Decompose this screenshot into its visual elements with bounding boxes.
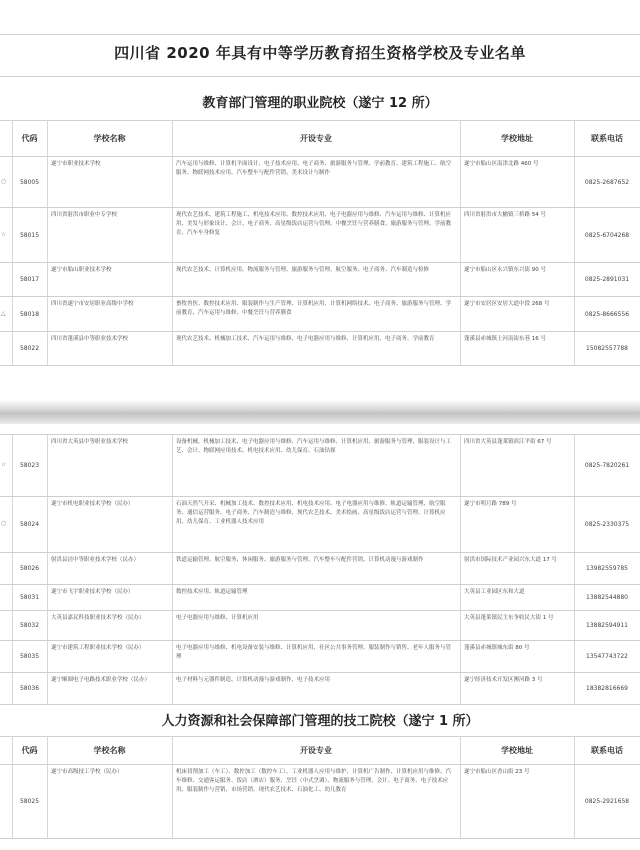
school-majors: 设备机械、机械加工技术、电子电器应用与维修、汽车运用与维修、计算机应用、旅游服务与管理、服装设计与工艺、会计、物联网应用技术、机电技术应用、幼儿保育、石油钻探 [176,439,452,454]
divider [0,434,640,435]
school-phone: 15082557788 [586,345,628,352]
row-marker: △ [1,309,6,317]
column-divider [12,120,13,365]
divider [0,552,640,553]
divider [0,365,640,366]
school-name: 四川省大英县中等职业技术学校 [51,439,129,445]
header-code: 代码 [21,745,38,755]
header-school-name: 学校名称 [93,133,126,143]
school-address: 射洪市国际技术产业园兴东大道 17 号 [464,557,557,563]
school-majors: 铁道运输管理、航空服务、休闲服务、旅游服务与管理、汽车整车与配件营销、计算机动漫与游戏制作 [176,557,424,563]
section-title-education: 教育部门管理的职业院校（遂宁 12 所） [202,96,438,111]
school-majors: 现代农艺技术、机械加工技术、汽车运用与维修、电子电器应用与维修、计算机应用、电子商务、学前教育 [176,336,435,342]
school-code: 58005 [19,178,40,186]
column-divider [47,736,48,838]
school-phone: 13982559785 [586,565,628,572]
divider [0,331,640,332]
school-phone: 18382816669 [586,685,628,692]
header-address: 学校地址 [501,133,533,143]
school-name: 四川省蓬溪县中等职业技术学校 [51,336,129,342]
school-phone: 0825-8666556 [584,310,630,318]
divider [0,764,640,765]
header-phone: 联系电话 [591,133,623,143]
school-code: 58032 [19,622,40,629]
school-name: 遂宁市飞宇职业技术学校（民办） [51,589,134,595]
school-majors: 机床切削加工（车工）、数控加工（数控车工）、工业机器人应用与维护、计算机广告制作、计算机应用与维修、汽车维修、交通客运服务、饭店（酒店）服务、烹饪（中式烹调）、物流服务与管理、会计、电子商务、电子技术应用、服装制作与营销、市场营销、现代农艺技术、石油化工、幼儿教育 [176,769,452,793]
header-code: 代码 [21,133,38,143]
school-code: 58023 [19,462,40,469]
school-majors: 汽车运用与维修、计算机平面设计、电子技术应用、电子商务、旅游服务与管理、学前教育、建筑工程施工、航空服务、物联网技术应用、汽车整车与配件营销、美术设计与制作 [176,161,452,176]
column-divider [172,120,173,365]
school-name: 遂宁市船山职业技术学校 [51,267,112,273]
divider [0,640,640,641]
header-phone: 联系电话 [591,745,623,755]
school-address: 蓬溪县赤城镇城东街 80 号 [464,645,530,651]
school-code: 58026 [19,565,40,572]
school-phone: 13882594911 [586,622,628,629]
school-address: 大英县蓬莱镇民主东争收民大街 1 号 [464,615,554,621]
column-divider [460,120,461,365]
school-majors: 电子电器应用与维修、机电设备安装与维修、计算机应用、社区公共事务管理、服装制作与销售、老年人服务与管理 [176,645,452,660]
school-code: 58036 [19,685,40,692]
header-address: 学校地址 [501,745,533,755]
school-name: 射洪县涪中等职业技术学校（民办） [51,557,140,563]
school-majors: 电子材料与元器件制造、计算机动漫与游戏制作、电子技术应用 [176,677,331,683]
school-code: 58025 [19,798,40,805]
row-marker: ☆ [1,461,7,468]
divider [0,76,640,77]
column-divider [172,434,173,704]
school-code: 58017 [19,276,40,283]
school-address: 四川省大英县蓬莱镇滨江平街 67 号 [464,439,552,445]
school-address: 遂宁市船山区南津北路 460 号 [464,161,539,167]
column-divider [47,120,48,365]
school-phone: 0825-6704268 [584,231,630,239]
column-divider [574,120,575,365]
divider [0,496,640,497]
school-phone: 0825-2891031 [584,276,630,283]
school-name: 遂宁顺圆电子电路技术职业学校（民办） [51,677,151,683]
school-address: 遂宁市船山区香山街 23 号 [464,769,530,775]
column-divider [12,736,13,838]
divider [0,207,640,208]
school-majors: 电子电器应用与维修、计算机应用 [176,615,259,621]
school-phone: 13547743722 [586,653,628,660]
school-phone: 0825-2330375 [584,521,630,528]
divider [0,296,640,297]
school-name: 遂宁市职业技术学校 [51,161,101,167]
divider [0,838,640,839]
divider [0,156,640,157]
school-address: 遂宁市明月路 789 号 [464,501,517,507]
school-code: 58035 [19,653,40,660]
divider [0,584,640,585]
page-title: 四川省 2020 年具有中等学历教育招生资格学校及专业名单 [114,44,526,62]
divider [0,672,640,673]
school-name: 遂宁市机电职业技术学校（民办） [51,501,134,507]
divider [0,262,640,263]
header-school-name: 学校名称 [93,745,126,755]
school-phone: 0825-2687652 [584,178,630,186]
header-majors: 开设专业 [300,133,332,143]
column-divider [460,434,461,704]
school-majors: 现代农艺技术、计算机应用、物流服务与管理、旅游服务与管理、航空服务、电子商务、汽车制造与检修 [176,267,430,273]
school-address: 遂宁市船山区永兴镇东兴街 90 号 [464,267,546,273]
section-title-hr: 人力资源和社会保障部门管理的技工院校（遂宁 1 所） [161,714,479,729]
school-code: 58018 [19,310,40,318]
school-name: 大英县嘉议科技职业技术学校（民办） [51,615,145,621]
row-marker: ○ [1,520,7,527]
school-code: 58022 [19,345,40,352]
divider [0,704,640,705]
school-address: 遂宁经济技术开发区澳河路 3 号 [464,677,543,683]
school-code: 58031 [19,594,40,601]
header-majors: 开设专业 [300,745,332,755]
school-majors: 现代农艺技术、建筑工程施工、机电技术应用、数控技术应用、电子电器应用与维修、汽车运用与维修、计算机应用、美发与形象设计、会计、电子商务、高星级饭店运营与管理、中餐烹饪与营养膳食、旅游服务与管理、学前教育、汽车车身修复 [176,212,452,236]
school-name: 四川省射洪市职业中专学校 [51,212,118,218]
column-divider [574,736,575,838]
school-name: 遂宁市建筑工程职业技术学校（民办） [51,645,145,651]
school-address: 遂宁市安居区安居大道中段 268 号 [464,301,550,307]
school-phone: 0825-7820261 [584,462,630,469]
school-majors: 畜牧兽医、数控技术应用、服装制作与生产管理、计算机应用、计算机网络技术、电子商务、旅游服务与管理、学前教育、汽车运用与维修、中餐烹饪与营养膳食 [176,301,452,316]
school-address: 四川省射洪市大榆镇三桥路 54 号 [464,212,546,218]
divider [0,34,640,35]
school-name: 四川省遂宁市安居职业高级中学校 [51,301,134,307]
school-code: 58015 [19,231,40,239]
school-phone: 13882544880 [586,594,628,601]
column-divider [172,736,173,838]
column-divider [47,434,48,704]
row-marker: ☆ [1,230,7,238]
row-marker: ○ [1,177,7,185]
divider [0,610,640,611]
school-address: 蓬溪县赤城镇上河南街东巷 16 号 [464,336,546,342]
page-break-gap [0,400,640,424]
school-name: 遂宁市高级技工学校（民办） [51,769,123,775]
column-divider [460,736,461,838]
school-address: 大英县工业园区东和大道 [464,589,525,595]
school-phone: 0825-2921658 [584,798,630,805]
school-code: 58024 [19,521,40,528]
school-majors: 数控技术应用、轨道运输管理 [176,589,248,595]
school-majors: 石油天然气开采、机械加工技术、数控技术应用、机电技术应用、电子电器应用与维修、轨道运输管理、航空服务、通信运营服务、电子商务、汽车制造与维修、现代农艺技术、美术绘画、高星级饭店运营与管理、计算机应用、幼儿保育、工业机器人技术应用 [176,501,446,525]
